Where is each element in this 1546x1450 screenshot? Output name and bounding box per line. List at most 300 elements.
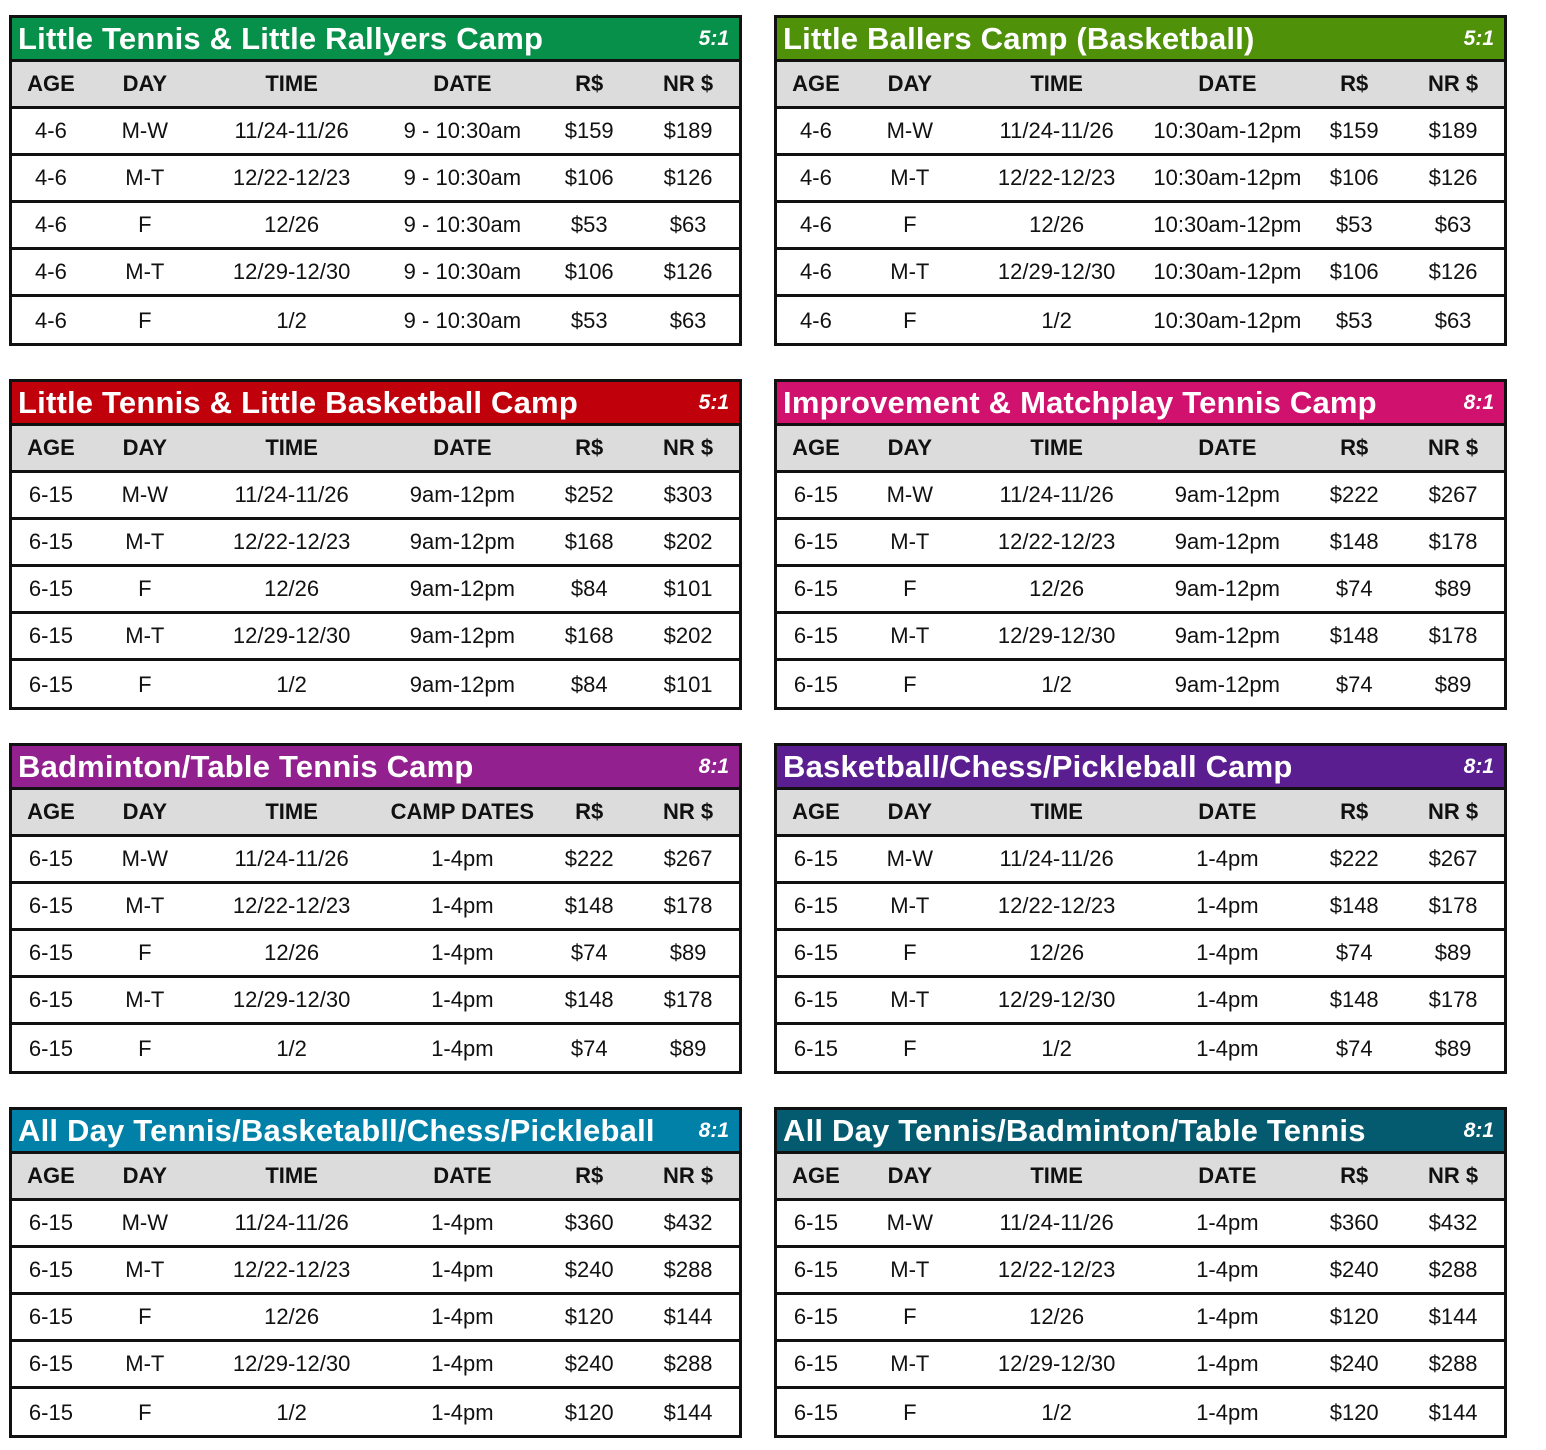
table-row — [12, 1342, 739, 1389]
table-row — [777, 1342, 1504, 1389]
table-row — [777, 661, 1504, 708]
table-cell: 1-4pm — [431, 1210, 494, 1235]
column-header: NR $ — [1428, 799, 1479, 824]
table-cell: $89 — [1434, 576, 1472, 601]
table-cell: $106 — [564, 165, 614, 190]
table-cell: M-T — [125, 987, 165, 1012]
column-header-row — [12, 62, 739, 109]
table-row — [777, 1025, 1504, 1072]
table-cell: 1-4pm — [431, 1304, 494, 1329]
table-cell: M-T — [890, 1351, 930, 1376]
camp-table-improvement-matchplay — [774, 379, 1507, 710]
table-cell: $288 — [1428, 1351, 1478, 1376]
table-cell: 1-4pm — [431, 987, 494, 1012]
table-cell: F — [903, 940, 917, 965]
table-cell: $168 — [564, 529, 614, 554]
table-cell: $106 — [564, 259, 614, 284]
table-row — [12, 473, 739, 520]
table-cell: 11/24-11/26 — [999, 118, 1114, 143]
table-cell: M-T — [890, 529, 930, 554]
table-cell: $178 — [1428, 893, 1478, 918]
table-cell: $126 — [1428, 259, 1478, 284]
table-cell: 1/2 — [1041, 671, 1072, 697]
table-cell: F — [138, 671, 152, 697]
column-header: DATE — [1198, 435, 1257, 460]
table-cell: 6-15 — [793, 1210, 838, 1235]
table-cell: F — [903, 671, 917, 697]
table-cell: $240 — [1329, 1351, 1379, 1376]
table-cell: $101 — [663, 576, 713, 601]
table-cell: $144 — [663, 1304, 713, 1329]
table-cell: $178 — [1428, 623, 1478, 648]
table-cell: F — [138, 576, 152, 601]
table-cell: 12/26 — [1029, 1304, 1085, 1329]
table-cell: 9 - 10:30am — [403, 259, 522, 284]
table-cell: 4-6 — [35, 118, 67, 143]
table-cell: 12/22-12/23 — [232, 893, 351, 918]
table-cell: M-T — [125, 1351, 165, 1376]
table-cell: 1-4pm — [431, 940, 494, 965]
column-header: R$ — [575, 799, 604, 824]
table-cell: 6-15 — [28, 623, 73, 648]
table-cell: 11/24-11/26 — [999, 482, 1114, 507]
table-cell: M-T — [890, 623, 930, 648]
table-cell: 10:30am-12pm — [1153, 307, 1302, 333]
table-cell: 1-4pm — [1196, 1304, 1259, 1329]
table-cell: 12/26 — [264, 1304, 320, 1329]
table-cell: $189 — [1428, 118, 1478, 143]
table-cell: F — [138, 212, 152, 237]
column-header: TIME — [1030, 1163, 1083, 1188]
table-cell: 12/26 — [264, 212, 320, 237]
camp-title: Improvement & Matchplay Tennis Camp — [783, 384, 1377, 420]
table-cell: $84 — [570, 576, 608, 601]
table-cell: F — [138, 307, 152, 333]
table-cell: 12/29-12/30 — [997, 987, 1116, 1012]
table-cell: 12/22-12/23 — [997, 1257, 1116, 1282]
table-row — [12, 1389, 739, 1436]
camp-ratio: 5:1 — [698, 26, 729, 50]
column-header: NR $ — [1428, 71, 1479, 96]
table-row — [777, 1201, 1504, 1248]
table-cell: 6-15 — [28, 1035, 73, 1061]
table-cell: $148 — [1329, 893, 1379, 918]
table-cell: 6-15 — [28, 1210, 73, 1235]
table-cell: 6-15 — [793, 1399, 838, 1425]
table-cell: $267 — [1428, 482, 1478, 507]
table-row — [777, 297, 1504, 344]
table-cell: F — [903, 576, 917, 601]
table-cell: M-T — [125, 893, 165, 918]
table-cell: 6-15 — [28, 1304, 73, 1329]
column-header: DATE — [1198, 71, 1257, 96]
table-cell: M-T — [125, 623, 165, 648]
table-cell: 6-15 — [28, 893, 73, 918]
table-cell: $63 — [669, 307, 707, 333]
table-cell: 9am-12pm — [409, 529, 515, 554]
table-cell: 4-6 — [35, 212, 67, 237]
table-cell: 12/29-12/30 — [997, 623, 1116, 648]
table-cell: $222 — [564, 846, 614, 871]
column-header: R$ — [1340, 799, 1369, 824]
table-cell: $288 — [663, 1351, 713, 1376]
table-cell: M-W — [121, 118, 169, 143]
table-cell: 6-15 — [28, 846, 73, 871]
table-cell: M-T — [125, 259, 165, 284]
table-row — [12, 614, 739, 661]
table-cell: 12/22-12/23 — [232, 1257, 351, 1282]
table-row — [12, 109, 739, 156]
table-row — [12, 297, 739, 344]
camp-table-badminton-table-tennis — [9, 743, 742, 1074]
table-cell: 1-4pm — [1196, 893, 1259, 918]
table-cell: $159 — [564, 118, 614, 143]
camp-title: Little Tennis & Little Rallyers Camp — [18, 20, 544, 56]
table-cell: $288 — [1428, 1257, 1478, 1282]
table-cell: $74 — [570, 940, 608, 965]
table-cell: 6-15 — [793, 846, 838, 871]
column-header: DAY — [887, 799, 933, 824]
column-header: TIME — [1030, 799, 1083, 824]
table-cell: 9am-12pm — [1174, 623, 1280, 648]
table-cell: $288 — [663, 1257, 713, 1282]
table-row — [777, 837, 1504, 884]
column-header: DAY — [122, 435, 168, 460]
table-cell: $240 — [564, 1257, 614, 1282]
table-cell: 10:30am-12pm — [1153, 259, 1302, 284]
table-cell: 1-4pm — [431, 1399, 494, 1425]
table-row — [12, 978, 739, 1025]
table-cell: $148 — [1329, 623, 1379, 648]
table-cell: $120 — [564, 1304, 614, 1329]
table-cell: $89 — [1434, 671, 1472, 697]
table-cell: $126 — [663, 165, 713, 190]
column-header: DATE — [1198, 1163, 1257, 1188]
table-cell: 1-4pm — [1196, 987, 1259, 1012]
table-cell: 4-6 — [800, 259, 832, 284]
table-cell: $159 — [1329, 118, 1379, 143]
camp-ratio: 5:1 — [698, 390, 729, 414]
table-cell: $202 — [663, 529, 713, 554]
column-header: DATE — [433, 71, 492, 96]
table-cell: $178 — [1428, 529, 1478, 554]
column-header: AGE — [792, 71, 840, 96]
table-row — [12, 203, 739, 250]
column-header: AGE — [792, 435, 840, 460]
table-cell: 9am-12pm — [409, 482, 515, 507]
column-header: TIME — [1030, 71, 1083, 96]
table-cell: F — [138, 1304, 152, 1329]
table-cell: 1-4pm — [1196, 940, 1259, 965]
column-header-row — [777, 426, 1504, 473]
column-header-row — [777, 790, 1504, 837]
table-row — [12, 1248, 739, 1295]
table-cell: 11/24-11/26 — [234, 1210, 349, 1235]
column-header-row — [777, 62, 1504, 109]
table-cell: $74 — [1335, 671, 1373, 697]
table-cell: 6-15 — [793, 623, 838, 648]
camp-ratio: 8:1 — [698, 754, 729, 778]
table-cell: 6-15 — [28, 1351, 73, 1376]
table-cell: M-W — [121, 482, 169, 507]
table-cell: 6-15 — [793, 529, 838, 554]
camp-table-little-ballers — [774, 15, 1507, 346]
table-cell: $432 — [663, 1210, 713, 1235]
camp-ratio: 5:1 — [1463, 26, 1494, 50]
table-cell: 1-4pm — [1196, 846, 1259, 871]
column-header: R$ — [575, 1163, 604, 1188]
table-cell: M-T — [125, 1257, 165, 1282]
table-cell: 1-4pm — [1196, 1257, 1259, 1282]
table-cell: 10:30am-12pm — [1153, 165, 1302, 190]
table-cell: M-T — [125, 529, 165, 554]
table-row — [12, 884, 739, 931]
camp-title: Badminton/Table Tennis Camp — [18, 748, 474, 784]
table-cell: F — [138, 1035, 152, 1061]
camp-title: All Day Tennis/Badminton/Table Tennis — [783, 1112, 1366, 1148]
camp-header — [777, 746, 1504, 790]
table-row — [777, 156, 1504, 203]
table-cell: 10:30am-12pm — [1153, 212, 1302, 237]
table-cell: F — [903, 212, 917, 237]
table-cell: 12/22-12/23 — [232, 529, 351, 554]
table-row — [12, 567, 739, 614]
table-cell: F — [138, 1399, 152, 1425]
table-row — [777, 614, 1504, 661]
camp-title: Little Tennis & Little Basketball Camp — [18, 384, 578, 420]
table-cell: 6-15 — [793, 671, 838, 697]
table-cell: 1/2 — [276, 671, 307, 697]
camp-table-all-day-tennis-basketball — [9, 1107, 742, 1438]
table-cell: 11/24-11/26 — [234, 482, 349, 507]
camp-table-little-tennis-rallyers — [9, 15, 742, 346]
table-cell: 4-6 — [800, 165, 832, 190]
table-row — [12, 156, 739, 203]
table-cell: $222 — [1329, 846, 1379, 871]
camp-header — [12, 746, 739, 790]
table-cell: $148 — [1329, 987, 1379, 1012]
camp-ratio: 8:1 — [1463, 754, 1494, 778]
table-cell: $267 — [663, 846, 713, 871]
camp-table-basketball-chess-pickleball — [774, 743, 1507, 1074]
column-header: R$ — [1340, 1163, 1369, 1188]
camp-title: Basketball/Chess/Pickleball Camp — [783, 748, 1293, 784]
table-cell: $178 — [663, 893, 713, 918]
table-cell: $148 — [564, 987, 614, 1012]
table-cell: $144 — [663, 1399, 713, 1425]
table-row — [12, 250, 739, 297]
camp-header — [12, 382, 739, 426]
table-cell: 12/26 — [1029, 212, 1085, 237]
table-cell: 4-6 — [800, 212, 832, 237]
table-cell: F — [903, 1304, 917, 1329]
table-row — [12, 931, 739, 978]
table-cell: 12/29-12/30 — [997, 1351, 1116, 1376]
table-cell: 1/2 — [1041, 1399, 1072, 1425]
table-cell: $178 — [663, 987, 713, 1012]
table-cell: 11/24-11/26 — [999, 846, 1114, 871]
table-cell: 9am-12pm — [409, 671, 515, 697]
table-cell: 1-4pm — [431, 1035, 494, 1061]
column-header: DAY — [122, 71, 168, 96]
camp-ratio: 8:1 — [1463, 390, 1494, 414]
table-cell: $89 — [669, 1035, 707, 1061]
column-header: TIME — [1030, 435, 1083, 460]
column-header: NR $ — [663, 799, 714, 824]
camp-header — [777, 1110, 1504, 1154]
table-cell: M-W — [121, 846, 169, 871]
table-cell: 12/26 — [1029, 576, 1085, 601]
table-cell: 6-15 — [793, 576, 838, 601]
table-cell: 6-15 — [28, 987, 73, 1012]
table-cell: 4-6 — [800, 307, 832, 333]
table-cell: M-T — [890, 987, 930, 1012]
table-cell: $53 — [1335, 307, 1373, 333]
column-header: NR $ — [663, 435, 714, 460]
table-cell: 6-15 — [28, 671, 73, 697]
table-cell: M-W — [121, 1210, 169, 1235]
table-cell: 6-15 — [28, 576, 73, 601]
table-cell: $168 — [564, 623, 614, 648]
column-header: R$ — [1340, 71, 1369, 96]
table-cell: $267 — [1428, 846, 1478, 871]
table-cell: 12/29-12/30 — [997, 259, 1116, 284]
table-row — [12, 1201, 739, 1248]
column-header: AGE — [27, 1163, 75, 1188]
table-cell: $240 — [564, 1351, 614, 1376]
table-cell: 1-4pm — [1196, 1399, 1259, 1425]
table-cell: 9 - 10:30am — [403, 307, 522, 333]
camp-title: All Day Tennis/Basketabll/Chess/Pickleball — [18, 1112, 655, 1148]
table-cell: $144 — [1428, 1304, 1478, 1329]
table-cell: $222 — [1329, 482, 1379, 507]
table-cell: $63 — [669, 212, 707, 237]
table-cell: $63 — [1434, 307, 1472, 333]
table-cell: 4-6 — [35, 259, 67, 284]
table-cell: 9am-12pm — [409, 623, 515, 648]
table-cell: 6-15 — [28, 1257, 73, 1282]
table-cell: 9am-12pm — [1174, 482, 1280, 507]
column-header: R$ — [1340, 435, 1369, 460]
table-cell: 1/2 — [1041, 307, 1072, 333]
table-cell: $252 — [564, 482, 614, 507]
table-cell: 9 - 10:30am — [403, 212, 522, 237]
table-cell: 6-15 — [793, 1035, 838, 1061]
table-cell: 10:30am-12pm — [1153, 118, 1302, 143]
table-cell: $74 — [570, 1035, 608, 1061]
table-cell: 12/26 — [1029, 940, 1085, 965]
table-row — [777, 1248, 1504, 1295]
column-header: AGE — [792, 1163, 840, 1188]
table-cell: $148 — [564, 893, 614, 918]
table-cell: 6-15 — [28, 940, 73, 965]
column-header: DAY — [887, 71, 933, 96]
table-cell: 12/29-12/30 — [232, 1351, 351, 1376]
table-cell: $74 — [1335, 576, 1373, 601]
table-row — [777, 931, 1504, 978]
table-cell: $74 — [1335, 940, 1373, 965]
table-row — [777, 978, 1504, 1025]
column-header-row — [12, 426, 739, 473]
table-cell: $120 — [1329, 1304, 1379, 1329]
table-cell: $53 — [570, 307, 608, 333]
table-cell: M-W — [886, 1210, 934, 1235]
camp-header — [777, 18, 1504, 62]
table-cell: $84 — [570, 671, 608, 697]
column-header: R$ — [575, 71, 604, 96]
column-header: CAMP DATES — [390, 799, 535, 824]
table-cell: F — [903, 1399, 917, 1425]
table-row — [777, 1389, 1504, 1436]
table-cell: 9 - 10:30am — [403, 118, 522, 143]
table-cell: 1-4pm — [1196, 1351, 1259, 1376]
table-cell: 1/2 — [276, 1035, 307, 1061]
table-cell: $178 — [1428, 987, 1478, 1012]
table-row — [777, 203, 1504, 250]
column-header: NR $ — [1428, 435, 1479, 460]
table-cell: 1/2 — [276, 1399, 307, 1425]
table-cell: $106 — [1329, 165, 1379, 190]
column-header: TIME — [265, 71, 318, 96]
table-cell: 6-15 — [28, 482, 73, 507]
camp-title: Little Ballers Camp (Basketball) — [783, 20, 1255, 56]
table-cell: 1-4pm — [431, 846, 494, 871]
table-cell: $120 — [564, 1399, 614, 1425]
table-cell: M-W — [886, 482, 934, 507]
camp-ratio: 8:1 — [1463, 1118, 1494, 1142]
table-cell: $432 — [1428, 1210, 1478, 1235]
table-cell: 12/29-12/30 — [232, 623, 351, 648]
table-row — [777, 520, 1504, 567]
table-cell: 1/2 — [276, 307, 307, 333]
table-cell: 6-15 — [793, 893, 838, 918]
table-cell: 9 - 10:30am — [403, 165, 522, 190]
table-cell: $240 — [1329, 1257, 1379, 1282]
table-cell: 12/22-12/23 — [997, 893, 1116, 918]
table-cell: M-W — [886, 846, 934, 871]
table-cell: $303 — [663, 482, 713, 507]
column-header: DAY — [887, 435, 933, 460]
table-cell: M-T — [125, 165, 165, 190]
table-cell: 6-15 — [28, 529, 73, 554]
column-header-row — [12, 1154, 739, 1201]
table-cell: 12/26 — [264, 940, 320, 965]
column-header: TIME — [265, 1163, 318, 1188]
table-cell: 11/24-11/26 — [234, 846, 349, 871]
camp-table-little-tennis-basketball — [9, 379, 742, 710]
table-cell: M-W — [886, 118, 934, 143]
table-cell: 11/24-11/26 — [999, 1210, 1114, 1235]
table-cell: $144 — [1428, 1399, 1478, 1425]
table-cell: 11/24-11/26 — [234, 118, 349, 143]
table-row — [777, 109, 1504, 156]
table-cell: 6-15 — [793, 1304, 838, 1329]
table-cell: $189 — [663, 118, 713, 143]
table-cell: 9am-12pm — [409, 576, 515, 601]
table-cell: 9am-12pm — [1174, 576, 1280, 601]
column-header: DATE — [433, 435, 492, 460]
table-row — [12, 1295, 739, 1342]
table-cell: 6-15 — [28, 1399, 73, 1425]
table-cell: $89 — [669, 940, 707, 965]
column-header-row — [777, 1154, 1504, 1201]
column-header: DAY — [887, 1163, 933, 1188]
table-cell: F — [903, 307, 917, 333]
table-cell: $148 — [1329, 529, 1379, 554]
column-header: R$ — [575, 435, 604, 460]
column-header: DATE — [1198, 799, 1257, 824]
camp-ratio: 8:1 — [698, 1118, 729, 1142]
